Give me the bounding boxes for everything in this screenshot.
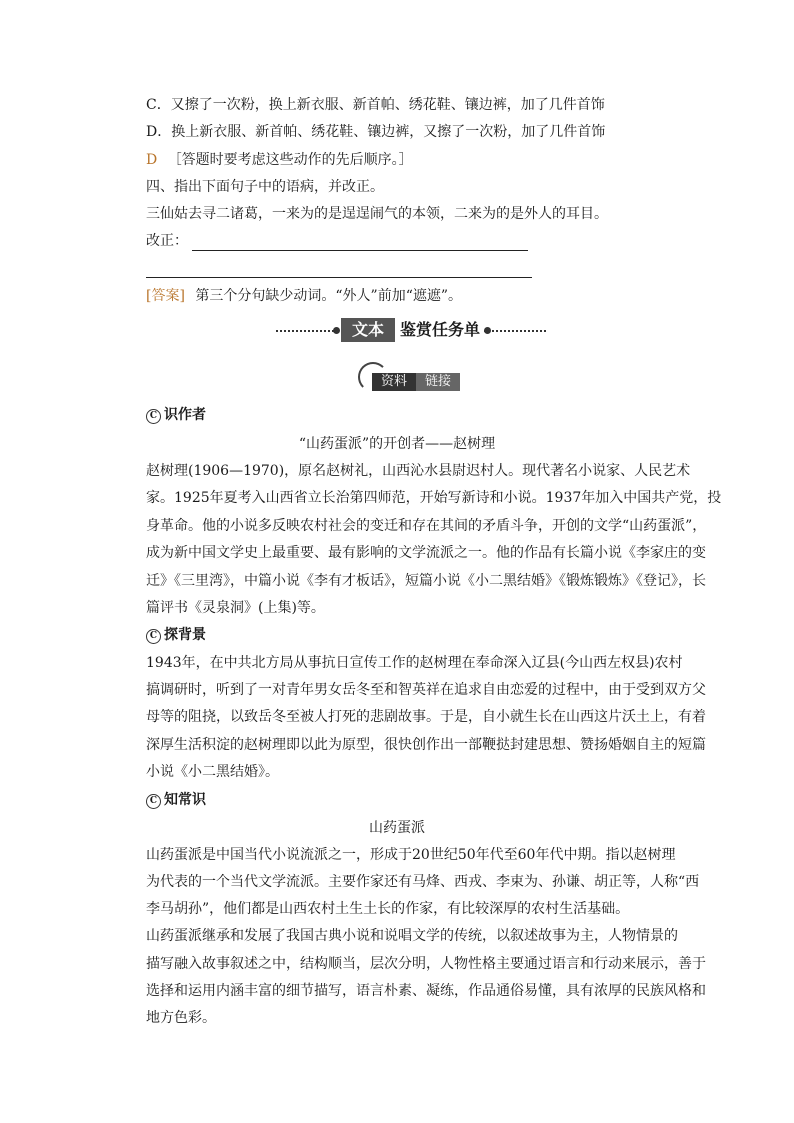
circle-c-icon: C	[146, 409, 161, 424]
section-knowledge-head	[146, 790, 206, 810]
banner-dots-left	[276, 330, 338, 332]
circle-c-icon: C	[146, 794, 161, 809]
answer-tag: [答案]	[146, 288, 185, 304]
ziliao-badge	[358, 362, 460, 392]
author-line-3: 身革命。他的小说多反映农村社会的变迁和存在其间的矛盾斗争，开创的文学“山药蛋派”，	[146, 518, 707, 534]
option-d: D．换上新衣服、新首帕、绣花鞋、镶边裤，又擦了一次粉，加了几件首饰	[146, 124, 606, 140]
answer-text: 第三个分句缺少动词。“外人”前加“遮遮”。	[195, 288, 463, 304]
section-banner	[0, 318, 794, 344]
answer-explanation: ［答题时要考虑这些动作的先后顺序。］	[167, 152, 413, 168]
author-line-4: 成为新中国文学史上最重要、最有影响的文学流派之一。他的作品有长篇小说《李家庄的变	[146, 545, 706, 561]
knowledge-line-5: 描写融入故事叙述之中，结构顺当，层次分明，人物性格主要通过语言和行动来展示，善于	[146, 956, 706, 972]
author-line-2: 家。1925年夏考入山西省立长治第四师范，开始写新诗和小说。1937年加入中国共产党，投	[146, 490, 722, 506]
banner-box: 文本	[341, 318, 395, 342]
author-line-1: 赵树理(1906—1970)，原名赵树礼，山西沁水县尉迟村人。现代著名小说家、人民艺术	[146, 463, 691, 479]
background-line-5: 小说《小二黑结婚》。	[146, 764, 279, 780]
author-line-6: 篇评书《灵泉洞》(上集)等。	[146, 600, 325, 616]
section-author-title: “山药蛋派”的开创者——赵树理	[298, 436, 496, 452]
option-c: C．又擦了一次粉，换上新衣服、新首帕、绣花鞋、镶边裤，加了几件首饰	[146, 97, 605, 113]
background-line-3: 母等的阻挠，以致岳冬至被人打死的悲剧故事。于是，自小就生长在山西这片沃土上，有着	[146, 709, 706, 725]
banner-title: 鉴赏任务单	[400, 320, 481, 339]
fix-blank-1[interactable]	[192, 236, 528, 251]
knowledge-line-4: 山药蛋派继承和发展了我国古典小说和说唱文学的传统，以叙述故事为主，人物情景的	[146, 928, 678, 944]
background-line-2: 搞调研时，听到了一对青年男女岳冬至和智英祥在追求自由恋爱的过程中，由于受到双方父	[146, 682, 706, 698]
knowledge-line-1: 山药蛋派是中国当代小说流派之一，形成于20世纪50年代至60年代中期。指以赵树理	[146, 847, 676, 863]
ziliao-tag-a: 资料	[372, 373, 416, 391]
banner-dot-left	[333, 327, 340, 334]
banner-dots-right	[484, 330, 546, 332]
knowledge-line-7: 地方色彩。	[146, 1010, 216, 1026]
section-author-head	[146, 405, 206, 425]
section-background-label: 探背景	[164, 627, 206, 643]
fix-line-2	[146, 258, 532, 278]
ziliao-tag-b: 链接	[416, 373, 460, 391]
answer-letter: D	[146, 152, 158, 168]
section-author-label: 识作者	[164, 407, 206, 423]
fix-label: 改正：	[146, 233, 188, 249]
background-line-1: 1943年，在中共北方局从事抗日宣传工作的赵树理在奉命深入辽县(今山西左权县)农村	[146, 655, 683, 671]
answer-line-2	[146, 286, 462, 306]
section-knowledge-title: 山药蛋派	[369, 820, 425, 836]
fix-blank-2[interactable]	[146, 263, 532, 278]
question-4-title: 四、指出下面句子中的语病，并改正。	[146, 179, 384, 195]
author-line-5: 迁》《三里湾》，中篇小说《李有才板话》，短篇小说《小二黑结婚》《锻炼锻炼》《登记》，长	[146, 573, 706, 589]
background-line-4: 深厚生活积淀的赵树理即以此为原型，很快创作出一部鞭挞封建思想、赞扬婚姻自主的短篇	[146, 737, 706, 753]
knowledge-line-2: 为代表的一个当代文学流派。主要作家还有马烽、西戎、李束为、孙谦、胡正等，人称“西	[146, 874, 700, 890]
question-4-sentence: 三仙姑去寻二诸葛，一来为的是逞逞闹气的本领，二来为的是外人的耳目。	[146, 206, 608, 222]
fix-line	[146, 231, 528, 251]
section-knowledge-label: 知常识	[164, 792, 206, 808]
circle-c-icon: C	[146, 629, 161, 644]
section-background-head	[146, 625, 206, 645]
answer-line-1	[146, 150, 413, 170]
knowledge-line-3: 李马胡孙”，他们都是山西农村土生土长的作家，有比较深厚的农村生活基础。	[146, 901, 630, 917]
knowledge-line-6: 选择和运用内涵丰富的细节描写，语言朴素、凝练，作品通俗易懂，具有浓厚的民族风格和	[146, 983, 706, 999]
